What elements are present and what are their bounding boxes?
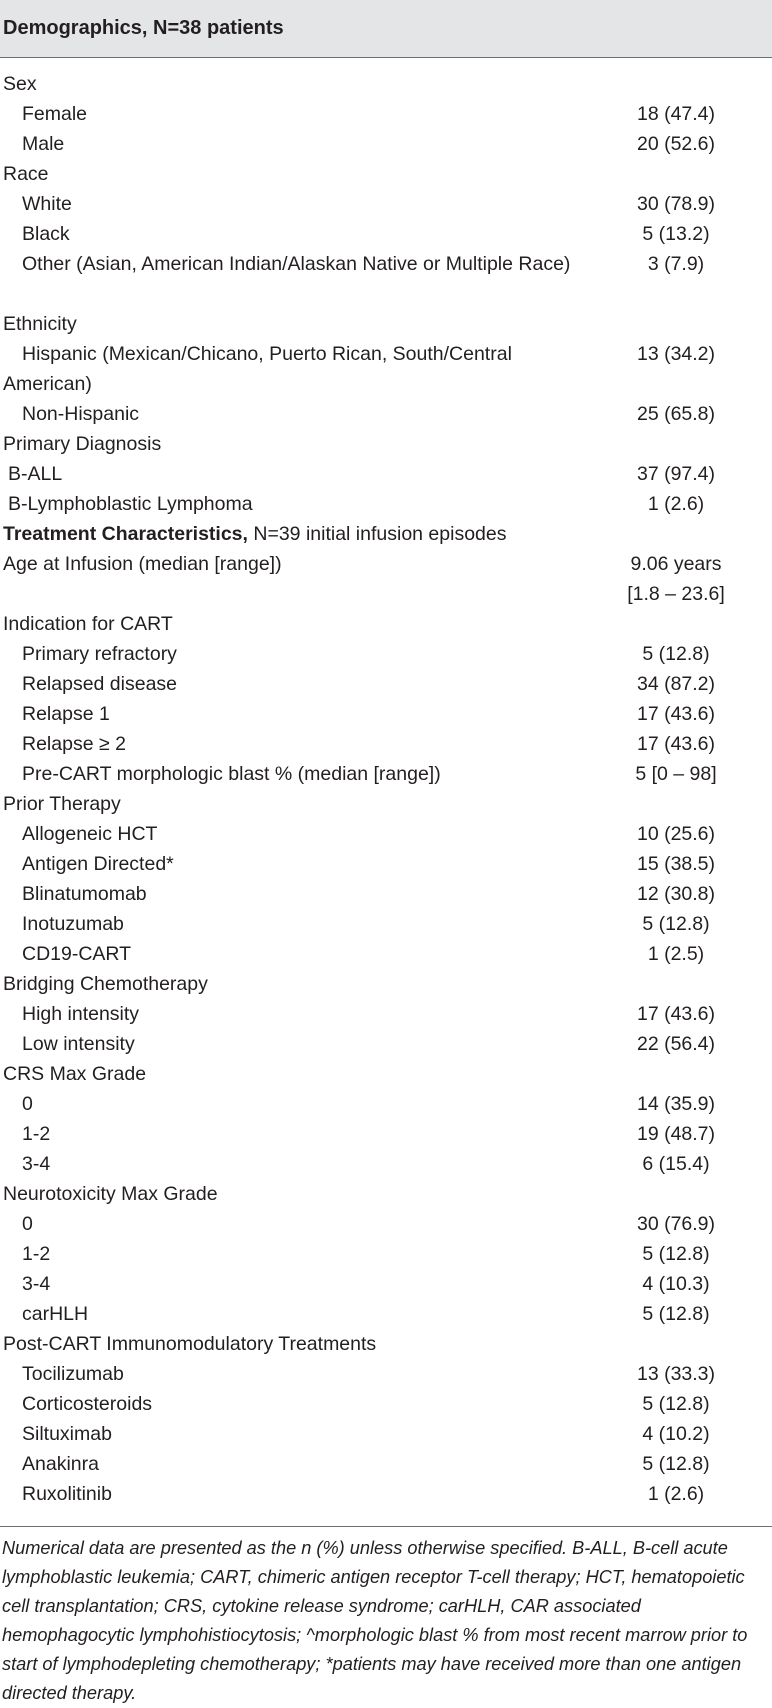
table-row	[0, 1149, 772, 1179]
row-label	[22, 219, 592, 249]
row-label	[3, 309, 573, 339]
row-value: 18 (47.4)	[636, 103, 716, 125]
row-label-text: Inotuzumab	[22, 913, 124, 935]
row-label-text: Prior Therapy	[3, 793, 121, 815]
row-label	[3, 549, 573, 579]
row-label-text: Age at Infusion (median [range])	[3, 553, 282, 575]
row-value: 25 (65.8)	[636, 403, 716, 425]
row-value: 17 (43.6)	[636, 703, 716, 725]
table-row	[0, 669, 772, 699]
row-label	[22, 1089, 592, 1119]
row-label	[3, 429, 573, 459]
row-value: 5 (12.8)	[642, 1393, 710, 1415]
table-row	[0, 759, 772, 789]
row-value: 10 (25.6)	[636, 823, 716, 845]
table-row	[0, 1419, 772, 1449]
row-value: 5 (13.2)	[642, 223, 710, 245]
row-label-text: Pre-CART morphologic blast % (median [range])	[22, 763, 441, 785]
table-row	[0, 1479, 772, 1509]
row-value: 34 (87.2)	[636, 673, 716, 695]
row-label-text: 3-4	[22, 1153, 51, 1175]
row-label	[3, 1059, 573, 1089]
row-value: 5 (12.8)	[642, 1303, 710, 1325]
row-label-text: Antigen Directed*	[22, 853, 174, 875]
row-label	[22, 1029, 592, 1059]
table-row	[0, 1269, 772, 1299]
row-label-text: B-ALL	[8, 463, 63, 485]
row-label	[3, 249, 573, 279]
row-label-text: Primary Diagnosis	[3, 433, 162, 455]
row-label	[3, 339, 573, 399]
row-value: 5 (12.8)	[642, 643, 710, 665]
row-label-text: Male	[22, 133, 65, 155]
row-label-text: Blinatumomab	[22, 883, 147, 905]
table-row	[0, 1209, 772, 1239]
table-row	[0, 879, 772, 909]
row-label-text: Bridging Chemotherapy	[3, 973, 208, 995]
table-row	[0, 459, 772, 489]
row-label	[22, 669, 592, 699]
row-label-bold: Treatment Characteristics,	[3, 523, 248, 545]
table-body	[0, 69, 772, 1509]
row-label	[22, 399, 592, 429]
table-row	[0, 909, 772, 939]
row-value: 5 [0 – 98]	[635, 763, 717, 785]
row-label	[8, 489, 578, 519]
table-row	[0, 69, 772, 99]
table-row	[0, 489, 772, 519]
row-value: 9.06 years	[630, 553, 722, 575]
row-label-text: Ethnicity	[3, 313, 77, 335]
row-label	[22, 879, 592, 909]
row-label	[22, 819, 592, 849]
row-value: 1 (2.5)	[647, 943, 705, 965]
row-label-text: Relapse 1	[22, 703, 110, 725]
row-value: 20 (52.6)	[636, 133, 716, 155]
row-label	[8, 459, 578, 489]
row-label-text: Female	[22, 103, 88, 125]
table-row	[0, 849, 772, 879]
row-label	[22, 1419, 592, 1449]
row-label-text: Race	[3, 163, 49, 185]
table-row	[0, 1449, 772, 1479]
row-value: 6 (15.4)	[642, 1153, 710, 1175]
table-row	[0, 1029, 772, 1059]
row-label	[22, 909, 592, 939]
row-label-text: Black	[22, 223, 70, 245]
row-label-text: Corticosteroids	[22, 1393, 153, 1415]
row-label	[22, 639, 592, 669]
row-label	[22, 1239, 592, 1269]
table-row	[0, 549, 772, 609]
row-value: 15 (38.5)	[636, 853, 716, 875]
row-label	[22, 729, 592, 759]
row-label-text: Indication for CART	[3, 613, 173, 635]
table-row	[0, 1389, 772, 1419]
table-row	[0, 609, 772, 639]
row-label-text: CRS Max Grade	[3, 1063, 147, 1085]
row-label-text: Relapsed disease	[22, 673, 178, 695]
table-footnote	[0, 1526, 772, 1703]
table-row	[0, 819, 772, 849]
row-label	[22, 939, 592, 969]
row-value: 17 (43.6)	[636, 733, 716, 755]
row-label-text: Low intensity	[22, 1033, 135, 1055]
row-label-text: Neurotoxicity Max Grade	[3, 1183, 218, 1205]
row-value: 17 (43.6)	[636, 1003, 716, 1025]
table-row	[0, 399, 772, 429]
row-value: 4 (10.3)	[642, 1273, 710, 1295]
table-row	[0, 429, 772, 459]
row-value: 37 (97.4)	[636, 463, 716, 485]
footnote-text: Numerical data are presented as the n (%) unless otherwise specified. B-ALL, B-cell acute lymphoblastic leukemia; CART, chimeric antigen receptor T-cell therapy; HCT, hematopoietic cell transplantation; CRS, cytokine release syndrome; carHLH, CAR associated hemophagocytic lymphohistiocytosis; ^morphologic blast % from most recent marrow prior to start of lymphodepleting chemotherapy; *patients may have received more than one antigen directed therapy.	[2, 1538, 748, 1703]
row-label-text: Post-CART Immunomodulatory Treatments	[3, 1333, 377, 1355]
row-label	[22, 1299, 592, 1329]
row-label	[22, 129, 592, 159]
row-value: 4 (10.2)	[642, 1423, 710, 1445]
row-label	[22, 759, 592, 789]
table-row	[0, 939, 772, 969]
row-label	[22, 1269, 592, 1299]
row-label-text: carHLH	[22, 1303, 89, 1325]
row-label-text: 1-2	[22, 1123, 51, 1145]
row-value: 30 (76.9)	[636, 1213, 716, 1235]
table-row	[0, 189, 772, 219]
table-row	[0, 699, 772, 729]
row-label	[3, 1179, 573, 1209]
table-row	[0, 1119, 772, 1149]
row-label-text: 0	[22, 1093, 33, 1115]
row-label	[22, 1149, 592, 1179]
table-row	[0, 99, 772, 129]
row-label-text: Non-Hispanic	[22, 403, 140, 425]
row-value-range: [1.8 – 23.6]	[627, 583, 725, 605]
table-row	[0, 1299, 772, 1329]
row-label	[22, 1479, 592, 1509]
table-row	[0, 1329, 772, 1359]
row-value: 13 (33.3)	[636, 1363, 716, 1385]
table-row	[0, 309, 772, 339]
row-value: 22 (56.4)	[636, 1033, 716, 1055]
table-row	[0, 519, 772, 549]
row-label-text: Sex	[3, 73, 37, 95]
row-label	[22, 99, 592, 129]
row-label-text: Tocilizumab	[22, 1363, 124, 1385]
row-label-text: Primary refractory	[22, 643, 177, 665]
row-label	[3, 519, 573, 549]
row-label-text: N=39 initial infusion episodes	[247, 523, 507, 545]
row-value: 13 (34.2)	[636, 343, 716, 365]
row-label-text: B-Lymphoblastic Lymphoma	[8, 493, 253, 515]
row-value: 5 (12.8)	[642, 1243, 710, 1265]
row-label	[3, 159, 573, 189]
row-label	[22, 1449, 592, 1479]
row-label-text: Siltuximab	[22, 1423, 112, 1445]
table-row	[0, 249, 772, 309]
row-label	[3, 609, 573, 639]
row-label	[3, 69, 573, 99]
row-label	[22, 1359, 592, 1389]
row-value: 3 (7.9)	[647, 253, 705, 275]
row-value: 14 (35.9)	[636, 1093, 716, 1115]
table-header	[0, 0, 772, 58]
table-row	[0, 969, 772, 999]
row-label-text: Hispanic (Mexican/Chicano, Puerto Rican, South/Central American)	[3, 343, 512, 395]
table-title: Demographics, N=38 patients	[3, 17, 284, 39]
table-row	[0, 1089, 772, 1119]
row-label-text: 1-2	[22, 1243, 51, 1265]
row-label	[3, 1329, 573, 1359]
table-row	[0, 999, 772, 1029]
row-value: 12 (30.8)	[636, 883, 716, 905]
table-row	[0, 1239, 772, 1269]
row-value: 5 (12.8)	[642, 1453, 710, 1475]
row-label	[22, 999, 592, 1029]
row-label-text: Allogeneic HCT	[22, 823, 158, 845]
row-label-text: CD19-CART	[22, 943, 132, 965]
row-value: 1 (2.6)	[647, 493, 705, 515]
table-row	[0, 1179, 772, 1209]
table-row	[0, 729, 772, 759]
row-label-text: Other (Asian, American Indian/Alaskan Native or Multiple Race)	[22, 253, 571, 275]
row-label	[3, 789, 573, 819]
table-row	[0, 1359, 772, 1389]
table-row	[0, 639, 772, 669]
row-label	[22, 849, 592, 879]
table-row	[0, 339, 772, 399]
row-label-text: White	[22, 193, 72, 215]
row-label	[22, 189, 592, 219]
row-value: 5 (12.8)	[642, 913, 710, 935]
row-label	[22, 699, 592, 729]
row-value: 30 (78.9)	[636, 193, 716, 215]
row-label	[22, 1209, 592, 1239]
row-label-text: 0	[22, 1213, 33, 1235]
table-row	[0, 219, 772, 249]
row-label-text: Anakinra	[22, 1453, 99, 1475]
row-label-text: Ruxolitinib	[22, 1483, 112, 1505]
table-row	[0, 129, 772, 159]
table-row	[0, 789, 772, 819]
row-label-text: 3-4	[22, 1273, 51, 1295]
row-value: 19 (48.7)	[636, 1123, 716, 1145]
table-row	[0, 159, 772, 189]
row-label-text: Relapse ≥ 2	[22, 733, 126, 755]
row-value: 1 (2.6)	[647, 1483, 705, 1505]
row-label	[22, 1119, 592, 1149]
table-row	[0, 1059, 772, 1089]
row-label	[3, 969, 573, 999]
row-label	[22, 1389, 592, 1419]
row-label-text: High intensity	[22, 1003, 140, 1025]
